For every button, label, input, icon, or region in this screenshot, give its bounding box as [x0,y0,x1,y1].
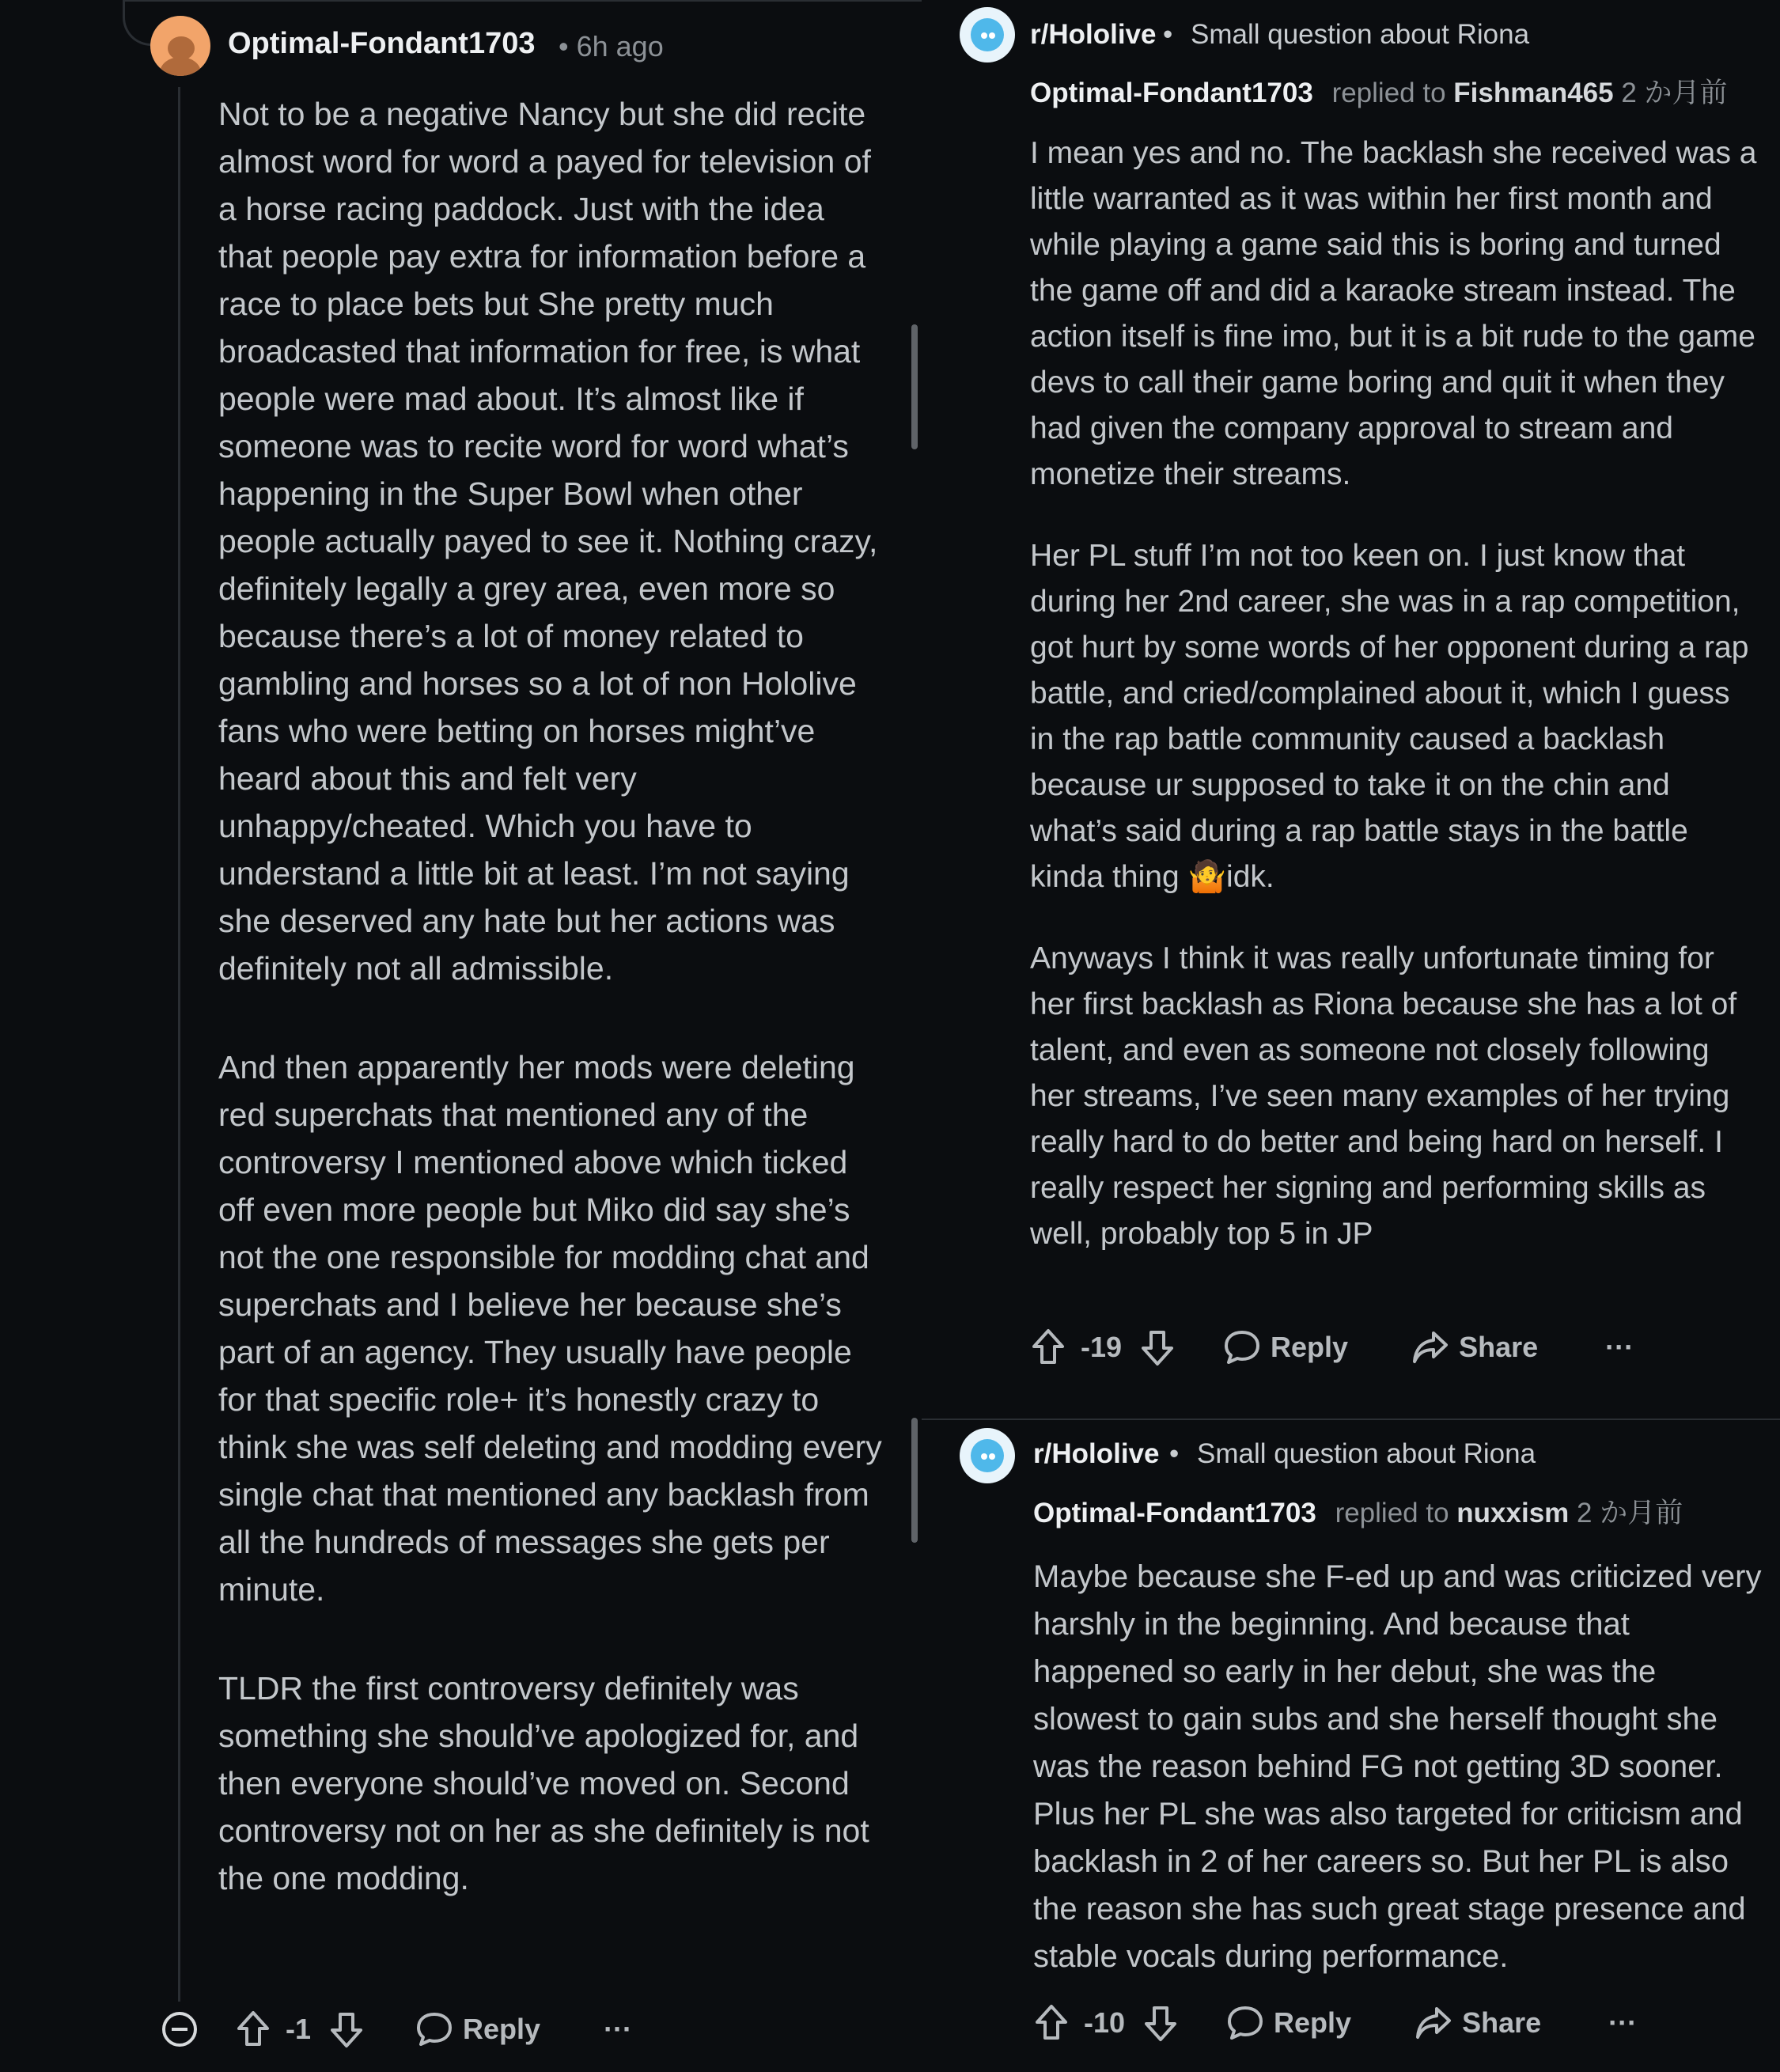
more-options-button[interactable]: ··· [1608,2006,1638,2039]
subreddit-name[interactable]: r/Hololive [1033,1438,1160,1469]
upvote-arrow-icon[interactable] [235,2009,271,2049]
post-title[interactable]: Small question about Riona [1191,19,1530,50]
reply-button[interactable] [1223,1329,1348,1366]
replied-to-user[interactable]: nuxxism [1456,1498,1570,1528]
speech-bubble-icon [415,2011,453,2047]
reply-time: 2 か月前 [1621,78,1728,108]
comment-author[interactable]: Optimal-Fondant1703 [228,27,536,60]
user-avatar[interactable] [150,16,210,76]
share-arrow-icon [1411,1330,1449,1365]
post-separator: • [1169,1438,1180,1469]
comment-paragraph-3: TLDR the first controversy definitely was something she should’ve apologized for, and then everyone should’ve moved on. Second controversy not on her as she definitely is not the one modding. [218,1670,869,1896]
reply-body [1030,131,1758,1293]
downvote-arrow-icon[interactable] [328,2009,365,2049]
reply-paragraph-1: Maybe because she F-ed up and was criticized very harshly in the beginning. And because that happened so early in her debut, she was the slowest to gain subs and she herself thought she was the reason behind FG not getting 3D sooner. Plus her PL she was also targeted for criticism and backlash in 2 of her careers so. But her PL is also the reason she has such great stage presence and stable vocals during performance. [1033,1559,1762,1974]
share-label: Share [1462,2006,1542,2039]
downvote-arrow-icon[interactable] [1139,1328,1176,1367]
share-label: Share [1459,1331,1539,1363]
reply-time: 2 か月前 [1577,1498,1683,1528]
reply-paragraph-3: Anyways I think it was really unfortunate timing for her first backlash as Riona because she has a lot of talent, and even as someone not closely following her streams, I’ve seen many examples of her trying really hard to do better and being hard on herself. I really respect her signing and performing skills as well, probably top 5 in JP [1030,941,1737,1251]
reply-label: Reply [1274,2006,1352,2039]
reply-meta [1033,1491,1683,1531]
reply-button[interactable] [415,2011,540,2047]
post-title[interactable]: Small question about Riona [1197,1438,1536,1469]
subreddit-avatar[interactable] [960,7,1015,63]
subreddit-name[interactable]: r/Hololive [1030,19,1157,50]
comment-paragraph-2: And then apparently her mods were deleting red superchats that mentioned any of the controversy I mentioned above which ticked off even more people but Miko did say she’s not the one responsible for modding chat and superchats and I believe her because she’s part of an agency. They usually have people for that specific role+ it’s honestly crazy to think she was self deleting and modding every single chat that mentioned any backlash from all the hundreds of messages she gets per minute. [218,1049,882,1608]
replied-to-label: replied to [1335,1498,1449,1528]
reply-label: Reply [1271,1331,1349,1363]
reply-author[interactable]: Optimal-Fondant1703 [1033,1498,1316,1528]
post-separator: • [1163,19,1173,50]
thread-line[interactable] [178,87,180,2002]
subreddit-avatar[interactable] [960,1428,1015,1483]
reply-action-bar [1033,2003,1637,2043]
comment-paragraph-1: Not to be a negative Nancy but she did recite almost word for word a payed for television of a horse racing paddock. Just with the idea that people pay extra for information before a race to place bets but She pretty much broadcasted that information for free, is what people were mad about. It’s almost like if someone was to recite word for word what’s happening in the Super Bowl when other people actually payed to see it. Nothing crazy, definitely legally a grey area, even more so because there’s a lot of money related to gambling and horses so a lot of non Hololive fans who were betting on horses might’ve heard about this and felt very unhappy/cheated. Which you have to understand a little bit at least. I’m not saying she deserved any hate but her actions was definitely not all admissible. [218,96,878,987]
top-divider [123,0,922,2]
reply-action-bar [1030,1328,1634,1367]
share-arrow-icon [1415,2006,1452,2040]
share-button[interactable] [1415,2006,1541,2040]
comment-divider [922,1419,1780,1420]
reply-label: Reply [463,2013,541,2045]
downvote-arrow-icon[interactable] [1142,2003,1179,2043]
comment-timestamp: • 6h ago [559,30,664,63]
scrollbar-thumb-lower[interactable] [911,1418,918,1543]
reply-body [1033,1553,1769,2016]
reply-button[interactable] [1226,2005,1351,2041]
left-action-bar [161,2009,632,2049]
upvote-arrow-icon[interactable] [1033,2003,1070,2043]
replied-to-label: replied to [1331,78,1446,108]
upvote-arrow-icon[interactable] [1030,1328,1066,1367]
vote-score: -19 [1081,1331,1123,1363]
speech-bubble-icon [1223,1329,1261,1366]
speech-bubble-icon [1226,2005,1264,2041]
reply-author[interactable]: Optimal-Fondant1703 [1030,78,1313,108]
more-options-button[interactable]: ··· [604,2013,633,2045]
more-options-button[interactable]: ··· [1605,1331,1634,1363]
reply-paragraph-2: Her PL stuff I’m not too keen on. I just know that during her 2nd career, she was in a rap competition, got hurt by some words of her opponent during a rap battle, and cried/complained about it, which I guess in the rap battle community caused a backlash because ur supposed to take it on the chin and what’s said during a rap battle stays in the battle kinda thing 🤷idk. [1030,539,1749,894]
share-button[interactable] [1411,1330,1538,1365]
comment-body [218,90,883,1953]
vote-score: -1 [286,2013,312,2045]
scrollbar-thumb-upper[interactable] [911,324,918,449]
reply-meta [1030,71,1728,111]
replied-to-user[interactable]: Fishman465 [1453,78,1614,108]
collapse-minus-icon[interactable] [161,2010,199,2048]
reply-paragraph-1: I mean yes and no. The backlash she received was a little warranted as it was within her first month and while playing a game said this is boring and turned the game off and did a karaoke stream instead. The action itself is fine imo, but it is a bit rude to the game devs to call their game boring and quit it when they had given the company approval to stream and monetize their streams. [1030,136,1757,491]
vote-score: -10 [1084,2006,1126,2039]
